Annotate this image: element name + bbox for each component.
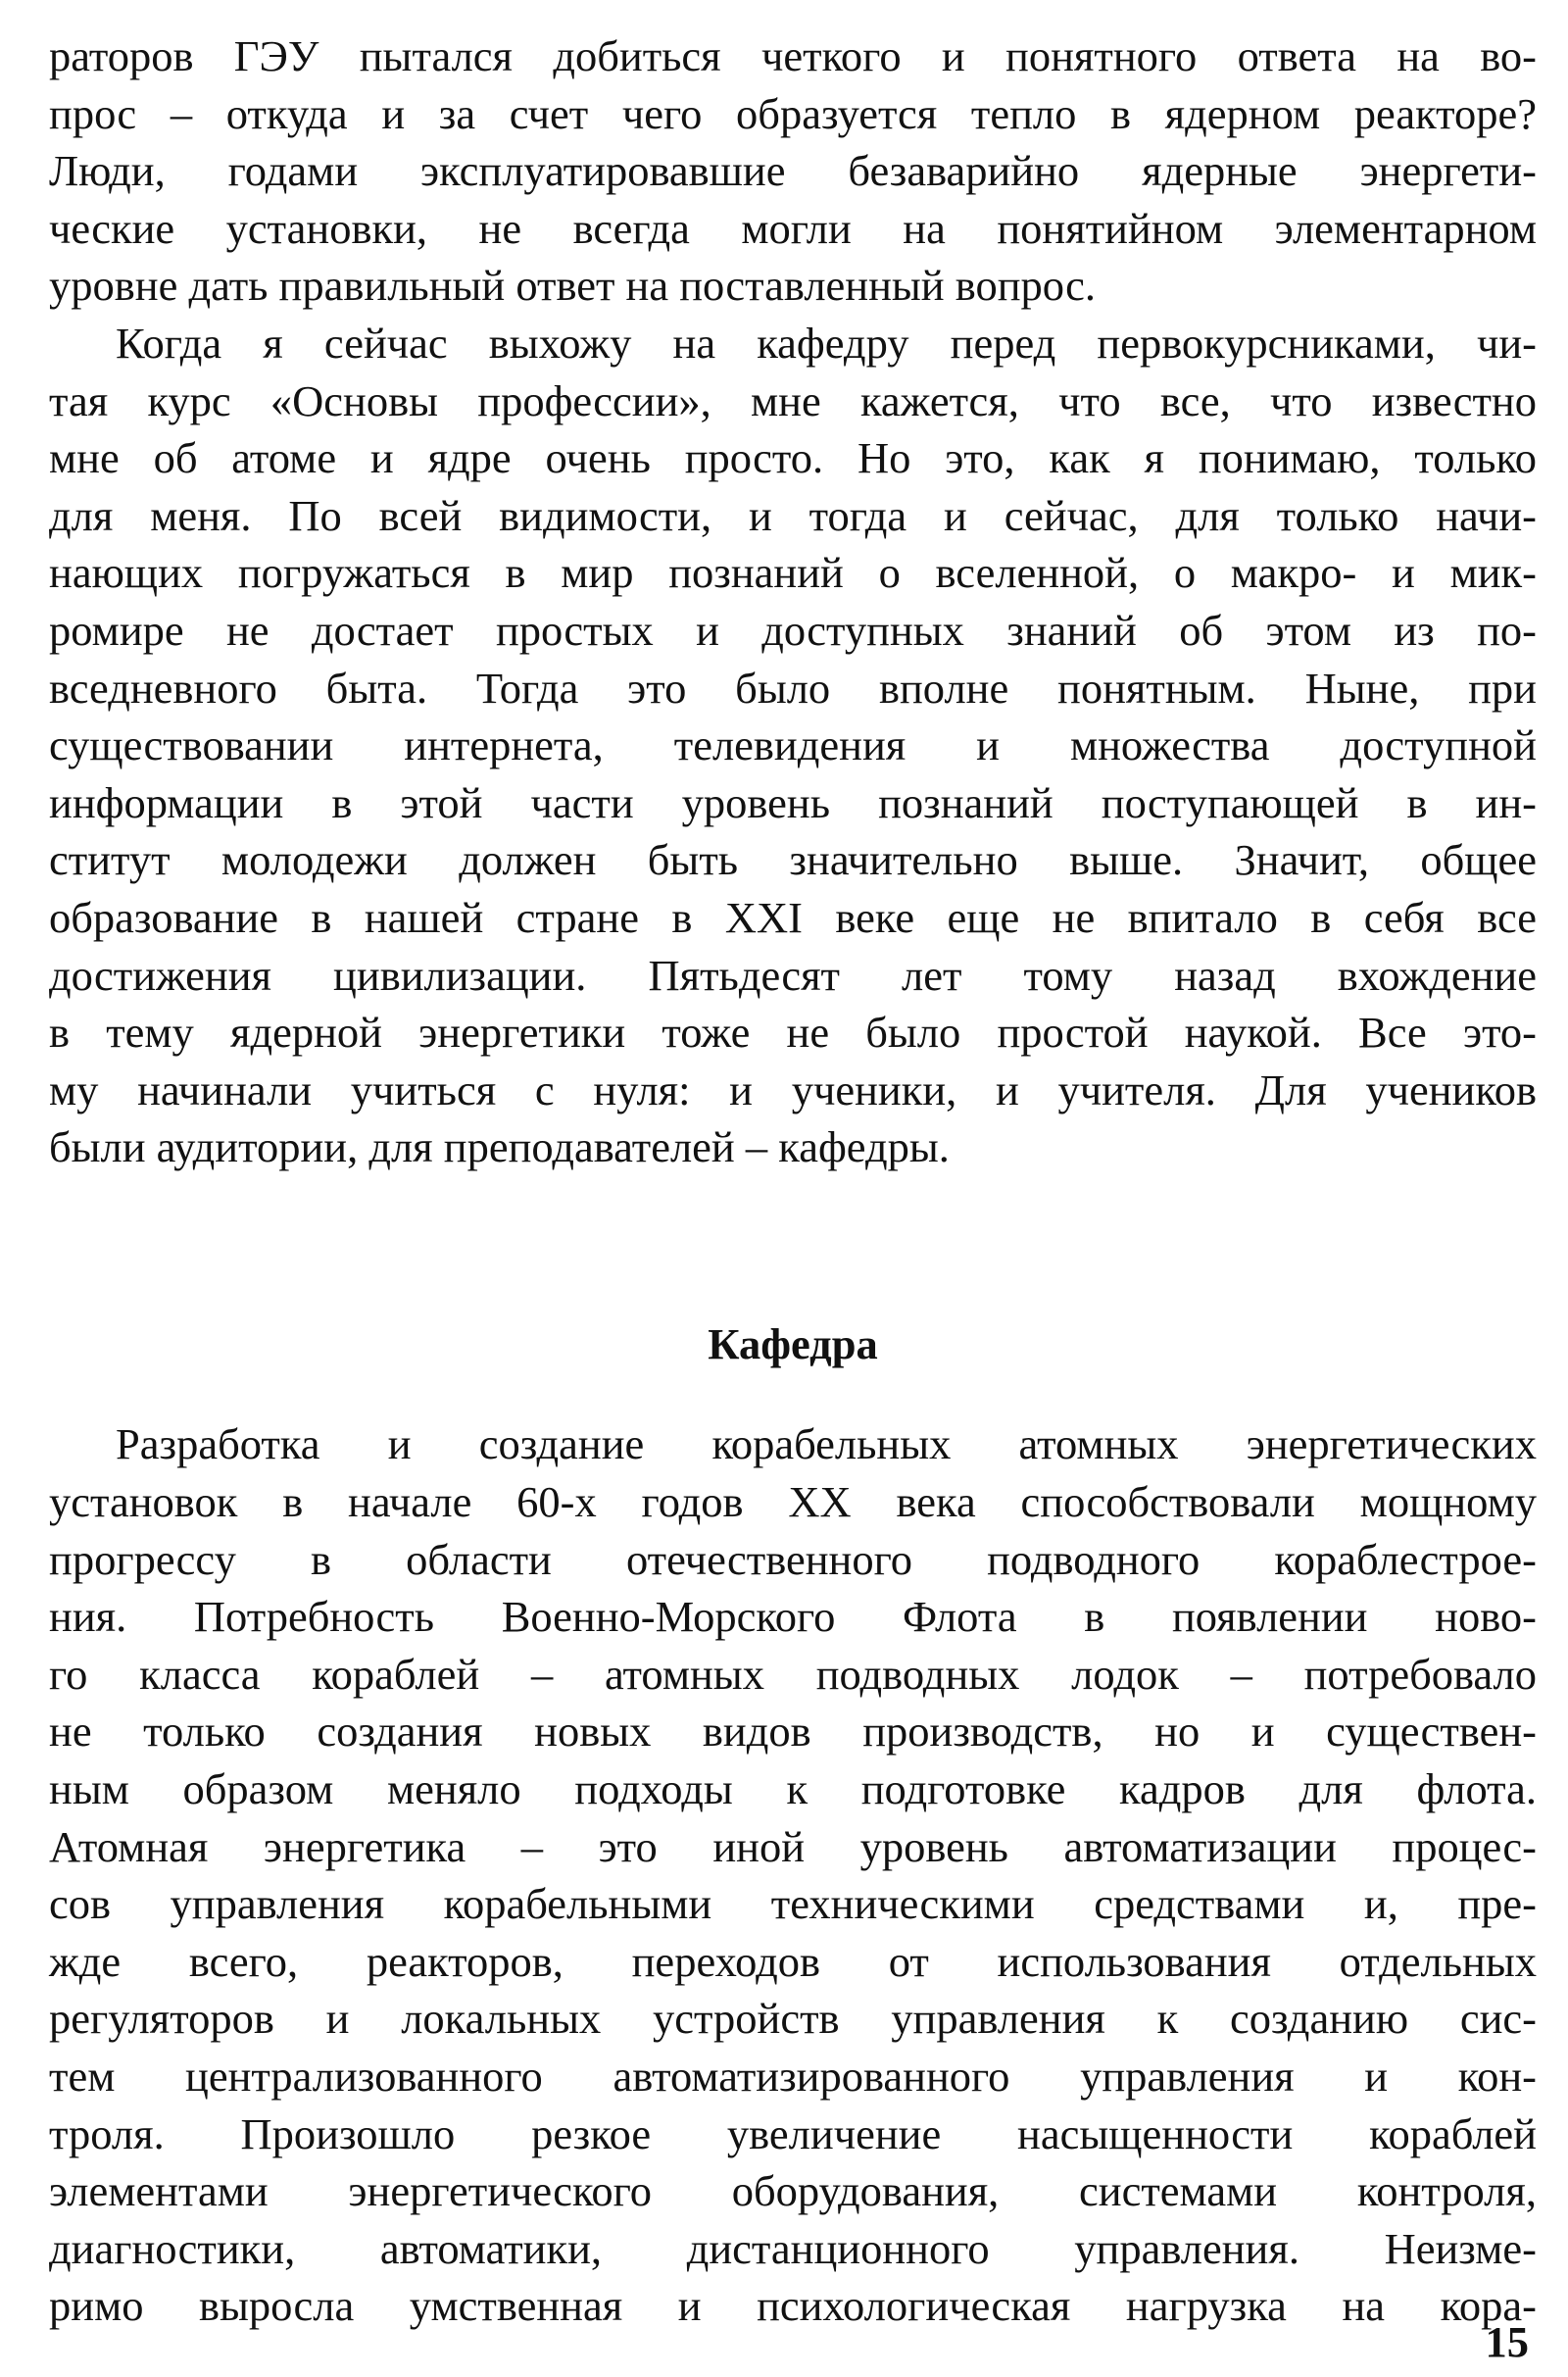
text-line: уровне дать правильный ответ на поставленный вопрос. xyxy=(49,261,1096,311)
text-line: тая курс «Основы профессии», мне кажется, что все, что известно xyxy=(49,375,1537,425)
text-line: ным образом меняло подходы к подготовке кадров для флота. xyxy=(49,1764,1537,1814)
text-line: диагностики, автоматики, дистанционного управления. Неизме- xyxy=(49,2223,1537,2273)
page-number: 15 xyxy=(1485,2317,1529,2366)
text-line: Люди, годами эксплуатировавшие безаварийно ядерные энергети- xyxy=(49,146,1537,196)
text-line: прогрессу в области отечественного подводного кораблестрое- xyxy=(49,1534,1537,1584)
text-line: римо выросла умственная и психологическая нагрузка на кора- xyxy=(49,2281,1537,2331)
section-heading: Кафедра xyxy=(708,1318,878,1368)
paragraph-2 xyxy=(49,315,1537,1176)
text-line: троля. Произошло резкое увеличение насыщенности кораблей xyxy=(49,2108,1537,2158)
paragraph-3 xyxy=(49,1415,1537,2335)
text-line: в тему ядерной энергетики тоже не было простой наукой. Все это- xyxy=(49,1008,1537,1058)
text-line: для меня. По всей видимости, и тогда и сейчас, для только начи- xyxy=(49,490,1537,540)
text-line: Разработка и создание корабельных атомных энергетических xyxy=(116,1419,1537,1469)
text-line: раторов ГЭУ пытался добиться четкого и понятного ответа на во- xyxy=(49,31,1537,80)
text-line: мне об атоме и ядре очень просто. Но это, как я понимаю, только xyxy=(49,433,1537,483)
text-line: элементами энергетического оборудования, системами контроля, xyxy=(49,2166,1537,2216)
text-line: достижения цивилизации. Пятьдесят лет тому назад вхождение xyxy=(49,950,1537,1000)
page-content xyxy=(49,27,1537,2335)
text-line: тем централизованного автоматизированного управления и кон- xyxy=(49,2052,1537,2101)
text-line: ститут молодежи должен быть значительно выше. Значит, общее xyxy=(49,835,1537,885)
text-line: регуляторов и локальных устройств управления к созданию сис- xyxy=(49,1994,1537,2044)
text-line: информации в этой части уровень познаний поступающей в ин- xyxy=(49,777,1537,827)
text-line: вседневного быта. Тогда это было вполне понятным. Ныне, при xyxy=(49,663,1537,713)
text-line: сов управления корабельными техническими средствами и, пре- xyxy=(49,1879,1537,1929)
text-line: нающих погружаться в мир познаний о вселенной, о макро- и мик- xyxy=(49,548,1537,598)
text-line: установок в начале 60-х годов XX века способствовали мощному xyxy=(49,1477,1537,1527)
paragraph-1 xyxy=(49,27,1537,315)
text-line: му начинали учиться с нуля: и ученики, и учителя. Для учеников xyxy=(49,1065,1537,1114)
text-line: не только создания новых видов производств, но и существен- xyxy=(49,1707,1537,1757)
text-line: Когда я сейчас выхожу на кафедру перед первокурсниками, чи- xyxy=(116,318,1537,368)
text-line: жде всего, реакторов, переходов от использования отдельных xyxy=(49,1936,1537,1986)
text-line: прос – откуда и за счет чего образуется тепло в ядерном реакторе? xyxy=(49,88,1537,138)
text-line: ния. Потребность Военно-Морского Флота в появлении ново- xyxy=(49,1592,1537,1642)
section-spacer xyxy=(49,1176,1537,1315)
text-line: существовании интернета, телевидения и множества доступной xyxy=(49,720,1537,770)
text-line: Атомная энергетика – это иной уровень автоматизации процес- xyxy=(49,1821,1537,1871)
text-line: ческие установки, не всегда могли на понятийном элементарном xyxy=(49,203,1537,253)
text-line: были аудитории, для преподавателей – кафедры. xyxy=(49,1122,950,1172)
text-line: образование в нашей стране в XXI веке еще не впитало в себя все xyxy=(49,892,1537,942)
text-line: го класса кораблей – атомных подводных лодок – потребовало xyxy=(49,1649,1537,1699)
text-line: ромире не достает простых и доступных знаний об этом из по- xyxy=(49,605,1537,655)
